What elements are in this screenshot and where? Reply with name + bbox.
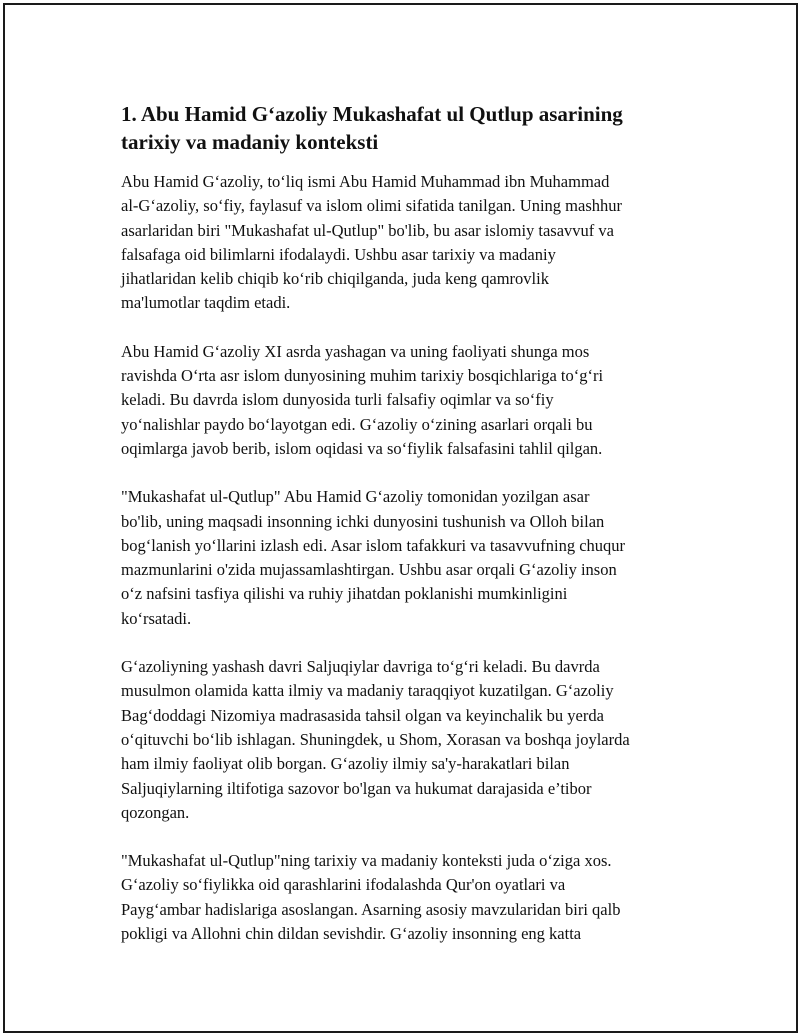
text-line: mazmunlarini o'zida mujassamlashtirgan. Ushbu asar orqali G‘azoliy inson	[121, 560, 617, 580]
text-line: "Mukashafat ul-Qutlup" Abu Hamid G‘azoliy tomonidan yozilgan asar	[121, 487, 590, 507]
text-line: Payg‘ambar hadislariga asoslangan. Asarning asosiy mavzularidan biri qalb	[121, 899, 621, 919]
heading-line: 1. Abu Hamid G‘azoliy Mukashafat ul Qutlup asarining	[121, 102, 623, 126]
text-line: asarlaridan biri "Mukashafat ul-Qutlup" bo'lib, bu asar islomiy tasavvuf va	[121, 220, 614, 240]
text-line: G‘azoliy so‘fiylikka oid qarashlarini ifodalashda Qur'on oyatlari va	[121, 875, 566, 895]
text-line: Bag‘doddagi Nizomiya madrasasida tahsil olgan va keyinchalik bu yerda	[121, 705, 604, 725]
text-line: Abu Hamid G‘azoliy, to‘liq ismi Abu Hamid Muhammad ibn Muhammad	[121, 172, 610, 191]
heading-line: tarixiy va madaniy konteksti	[121, 130, 379, 154]
text-line: o‘z nafsini tasfiya qilishi va ruhiy jihatdan poklanishi mumkinligini	[121, 584, 568, 604]
text-line: bog‘lanish yo‘llarini izlash edi. Asar islom tafakkuri va tasavvufning chuqur	[121, 535, 626, 555]
paragraph	[121, 485, 701, 631]
paragraph	[121, 340, 701, 461]
text-line: qozongan.	[121, 802, 190, 822]
text-line: ravishda O‘rta asr islom dunyosining muhim tarixiy bosqichlariga to‘g‘ri	[121, 366, 604, 386]
paragraph	[121, 849, 701, 946]
text-line: pokligi va Allohni chin dildan sevishdir. G‘azoliy insonning eng katta	[121, 924, 582, 944]
text-line: jihatlaridan kelib chiqib ko‘rib chiqilganda, juda keng qamrovlik	[121, 269, 549, 289]
text-line: bo'lib, uning maqsadi insonning ichki dunyosini tushunish va Olloh bilan	[121, 511, 605, 531]
text-line: ma'lumotlar taqdim etadi.	[121, 293, 291, 313]
text-line: o‘qituvchi bo‘lib ishlagan. Shuningdek, u Shom, Xorasan va boshqa joylarda	[121, 729, 630, 749]
text-line: G‘azoliyning yashash davri Saljuqiylar davriga to‘g‘ri keladi. Bu davrda	[121, 657, 600, 677]
section-heading	[121, 100, 701, 156]
text-line: yo‘nalishlar paydo bo‘layotgan edi. G‘azoliy o‘zining asarlari orqali bu	[121, 414, 593, 434]
text-line: oqimlarga javob berib, islom oqidasi va so‘fiylik falsafasini tahlil qilgan.	[121, 438, 603, 458]
text-line: Saljuqiylarning iltifotiga sazovor bo'lgan va hukumat darajasida e’tibor	[121, 778, 592, 798]
text-line: ham ilmiy faoliyat olib borgan. G‘azoliy ilmiy sa'y-harakatlari bilan	[121, 754, 570, 774]
paragraph	[121, 655, 701, 825]
text-line: musulmon olamida katta ilmiy va madaniy taraqqiyot kuzatilgan. G‘azoliy	[121, 681, 614, 701]
paragraph	[121, 170, 701, 316]
text-line: "Mukashafat ul-Qutlup"ning tarixiy va madaniy konteksti juda o‘ziga xos.	[121, 851, 612, 871]
text-line: al-G‘azoliy, so‘fiy, faylasuf va islom olimi sifatida tanilgan. Uning mashhur	[121, 196, 622, 216]
text-line: falsafaga oid bilimlarni ifodalaydi. Ushbu asar tarixiy va madaniy	[121, 244, 556, 264]
text-line: ko‘rsatadi.	[121, 608, 192, 628]
text-line: keladi. Bu davrda islom dunyosida turli falsafiy oqimlar va so‘fiy	[121, 390, 554, 410]
document-body	[121, 100, 701, 946]
page-frame	[3, 3, 798, 1033]
text-line: Abu Hamid G‘azoliy XI asrda yashagan va uning faoliyati shunga mos	[121, 341, 590, 361]
